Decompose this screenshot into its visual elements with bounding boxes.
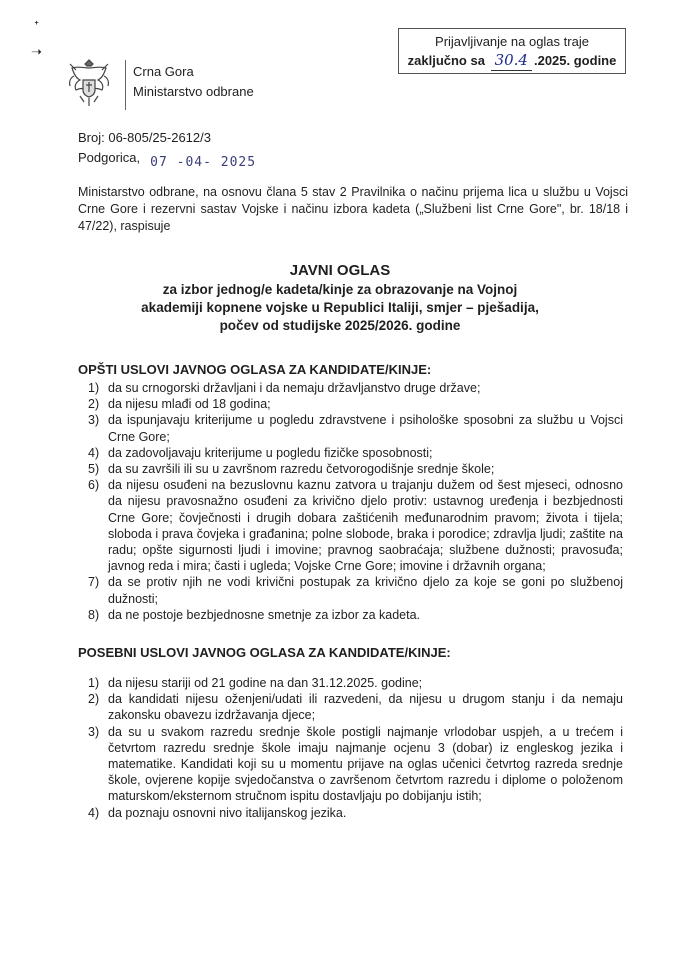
reference-place: Podgorica, xyxy=(78,150,141,165)
coat-of-arms-icon xyxy=(66,58,112,110)
list-item: 7) da se protiv njih ne vodi krivični postupak za krivično djelo za koje se goni po službenoj dužnosti; xyxy=(88,575,623,606)
header-divider xyxy=(125,60,126,110)
reference-place-date xyxy=(78,148,256,169)
reference-number: Broj: 06-805/25-2612/3 xyxy=(78,130,211,145)
title-line2: akademiji kopnene vojske u Republici Italiji, smjer – pješadija, xyxy=(141,300,539,315)
title-line3: počev od studijske 2025/2026. godine xyxy=(219,318,461,333)
stamped-date: 07 -04- 2025 xyxy=(150,155,257,170)
title-main: JAVNI OGLAS xyxy=(289,262,391,279)
deadline-handwritten-date: 30.4 xyxy=(491,51,532,71)
document-title xyxy=(100,262,580,335)
country-name: Crna Gora xyxy=(133,64,194,79)
deadline-line1: Prijavljivanje na oglas traje xyxy=(435,34,589,49)
list-item: 5) da su završili ili su u završnom razredu četvorogodišnje srednje škole; xyxy=(88,462,495,477)
deadline-box xyxy=(398,28,626,74)
special-conditions-heading: POSEBNI USLOVI JAVNOG OGLASA ZA KANDIDATE/KINJE: xyxy=(78,645,451,660)
list-item: 3) da ispunjavaju kriterijume u pogledu zdravstvene i psihološke sposobni za službu u Vojsci Crne Gore; xyxy=(88,413,623,444)
general-conditions-heading: OPŠTI USLOVI JAVNOG OGLASA ZA KANDIDATE/KINJE: xyxy=(78,362,432,377)
margin-mark: ᐩ xyxy=(34,18,40,33)
list-item: 2) da nijesu mlađi od 18 godina; xyxy=(88,397,271,412)
deadline-suffix: .2025. godine xyxy=(533,53,617,68)
title-line1: za izbor jednog/e kadeta/kinje za obrazovanje na Vojnoj xyxy=(162,282,518,297)
org-header xyxy=(133,62,254,102)
list-item: 1) da nijesu stariji od 21 godine na dan 31.12.2025. godine; xyxy=(88,676,423,690)
list-item: 4) da poznaju osnovni nivo italijanskog jezika. xyxy=(88,805,347,820)
ministry-name: Ministarstvo odbrane xyxy=(133,84,254,99)
list-item: 6) da nijesu osuđeni na bezuslovnu kaznu zatvora u trajanju dužem od šest mjeseci, odnosno da nijesu pravosnažno osuđeni za krivično djelo protiv: ustavnog uređenja i bezbjednosti Crne Gore; čovječnosti i drugih dobara zaštićenih međunarodnim pravom; života i tijela; sloboda i prava čovjeka i građanina; polne slobode, braka i porodice; zdravlja ljudi; zaštite na radu; opšte sigurnosti ljudi i imovine; pravnog saobraćaja; službene dužnosti; pravosuđa; javnog reda i mira; časti i ugleda; Vojske Crne Gore; imovine i državnih organa; xyxy=(88,478,623,574)
general-conditions-list xyxy=(88,380,623,623)
list-item: 8) da ne postoje bezbjednosne smetnje za izbor za kadeta. xyxy=(88,607,421,622)
intro-paragraph: Ministarstvo odbrane, na osnovu člana 5 stav 2 Pravilnika o načinu prijema lica u službu u Vojsci Crne Gore i rezervni sastav Vojske i načinu izbora kadeta („Službeni list Crne Gore", br. 18/18 i 47/22), raspisuje xyxy=(78,185,628,233)
list-item: 2) da kandidati nijesu oženjeni/udati ili razvedeni, da nijesu u drugom stanju i da nemaju zakonsku obavezu izdržavanja djece; xyxy=(88,692,623,723)
list-item: 4) da zadovoljavaju kriterijume u pogledu fizičke sposobnosti; xyxy=(88,445,433,460)
special-conditions-list xyxy=(88,675,623,821)
deadline-prefix: zaključno sa xyxy=(407,53,485,68)
list-item: 1) da su crnogorski državljani i da nemaju državljanstvo druge države; xyxy=(88,381,481,395)
margin-mark-arrow: ➝ xyxy=(31,44,42,59)
deadline-line2 xyxy=(399,51,625,71)
reference-block xyxy=(78,128,256,169)
list-item: 3) da su u svakom razredu srednje škole postigli najmanje vrlodobar uspjeh, a u trećem i četvrtom razredu srednje škole imaju najmanje ocjenu 3 (dobar) iz engleskog jezika i matematike. Kandidati koji su u momentu prijave na oglas učenici četvrtog razreda srednje škole, ovjerene kopije svjedočanstva o završenom četvrtom razredu i diplome o položenom maturskom/eksternom stručnom ispitu dostavljaju po dobijanju istih; xyxy=(88,724,623,804)
